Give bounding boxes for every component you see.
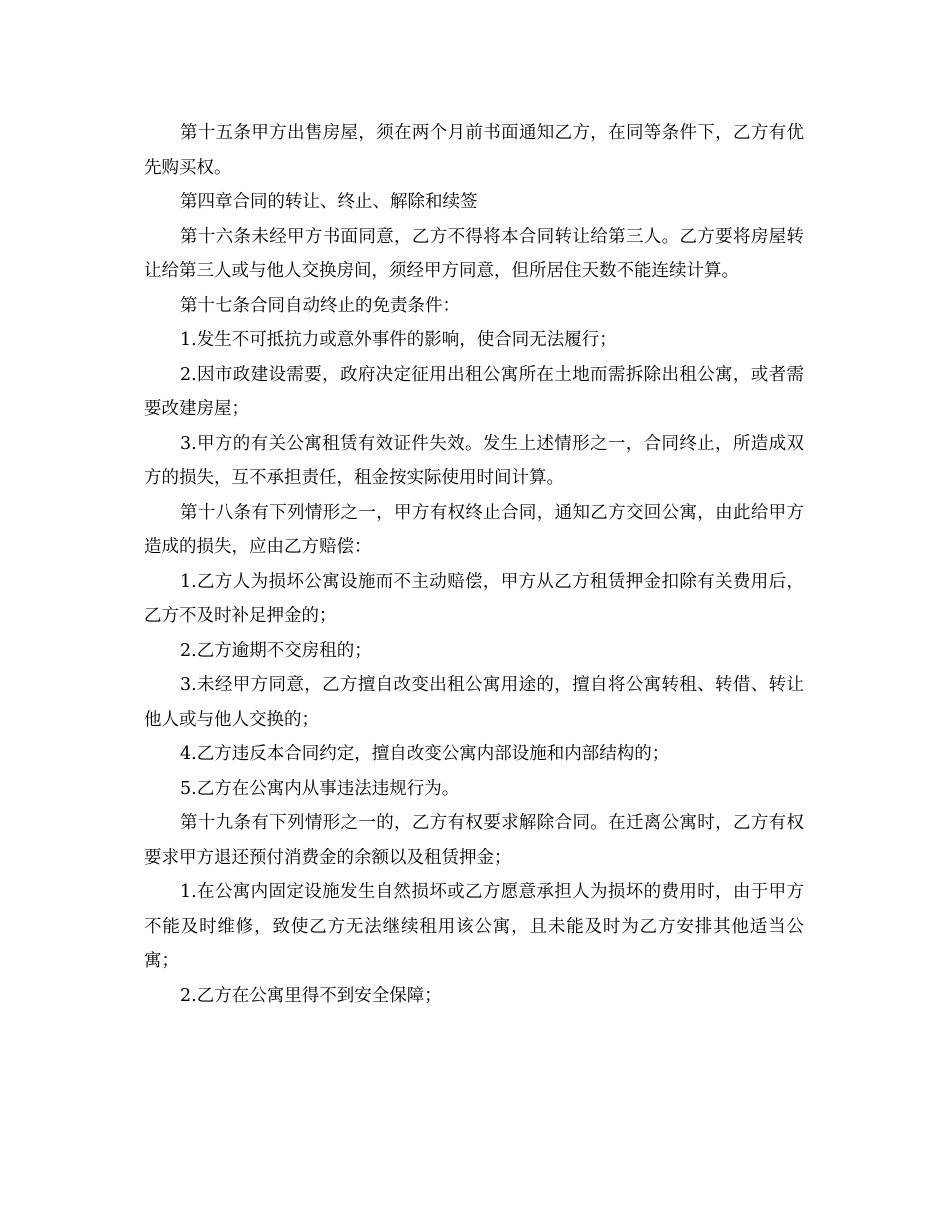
- clause-18-item-5: 5.乙方在公寓内从事违法违规行为。: [180, 778, 460, 799]
- clause-18-item-1: 1.乙方人为损坏公寓设施而不主动赔偿，甲方从乙方租赁押金扣除有关费用后，乙方不及时补足押金的；: [144, 571, 804, 626]
- clause-19-item-1: 1.在公寓内固定设施发生自然损坏或乙方愿意承担人为损坏的费用时，由于甲方不能及时维修，致使乙方无法继续租用该公寓，且未能及时为乙方安排其他适当公寓；: [144, 882, 804, 971]
- clause-19-item-2: 2.乙方在公寓里得不到安全保障；: [180, 985, 442, 1006]
- clause-15-paragraph: 第十五条甲方出售房屋，须在两个月前书面通知乙方，在同等条件下，乙方有优先购买权。: [144, 123, 804, 178]
- clause-17-item-3: 3.甲方的有关公寓租赁有效证件失效。发生上述情形之一，合同终止，所造成双方的损失，互不承担责任，租金按实际使用时间计算。: [144, 433, 804, 488]
- clause-17-item-1: 1.发生不可抵抗力或意外事件的影响，使合同无法履行；: [180, 330, 617, 350]
- chapter-4-heading: 第四章合同的转让、终止、解除和续签: [180, 192, 478, 212]
- clause-19-paragraph: 第十九条有下列情形之一的，乙方有权要求解除合同。在迁离公寓时，乙方有权要求甲方退还预付消费金的余额以及租赁押金；: [144, 813, 804, 868]
- clause-18-item-2: 2.乙方逾期不交房租的；: [180, 640, 372, 661]
- clause-18-item-3: 3.未经甲方同意，乙方擅自改变出租公寓用途的，擅自将公寓转租、转借、转让他人或与他人交换的；: [144, 675, 804, 730]
- clause-16-paragraph: 第十六条未经甲方书面同意，乙方不得将本合同转让给第三人。乙方要将房屋转让给第三人或与他人交换房间，须经甲方同意，但所居住天数不能连续计算。: [144, 226, 804, 281]
- document-body: [144, 116, 804, 1013]
- clause-17-paragraph: 第十七条合同自动终止的免责条件：: [180, 295, 460, 316]
- clause-18-paragraph: 第十八条有下列情形之一，甲方有权终止合同，通知乙方交回公寓，由此给甲方造成的损失，应由乙方赔偿：: [144, 502, 804, 557]
- clause-17-item-2: 2.因市政建设需要，政府决定征用出租公寓所在土地而需拆除出租公寓，或者需要改建房屋；: [144, 364, 804, 419]
- clause-18-item-4: 4.乙方违反本合同约定，擅自改变公寓内部设施和内部结构的；: [180, 744, 670, 764]
